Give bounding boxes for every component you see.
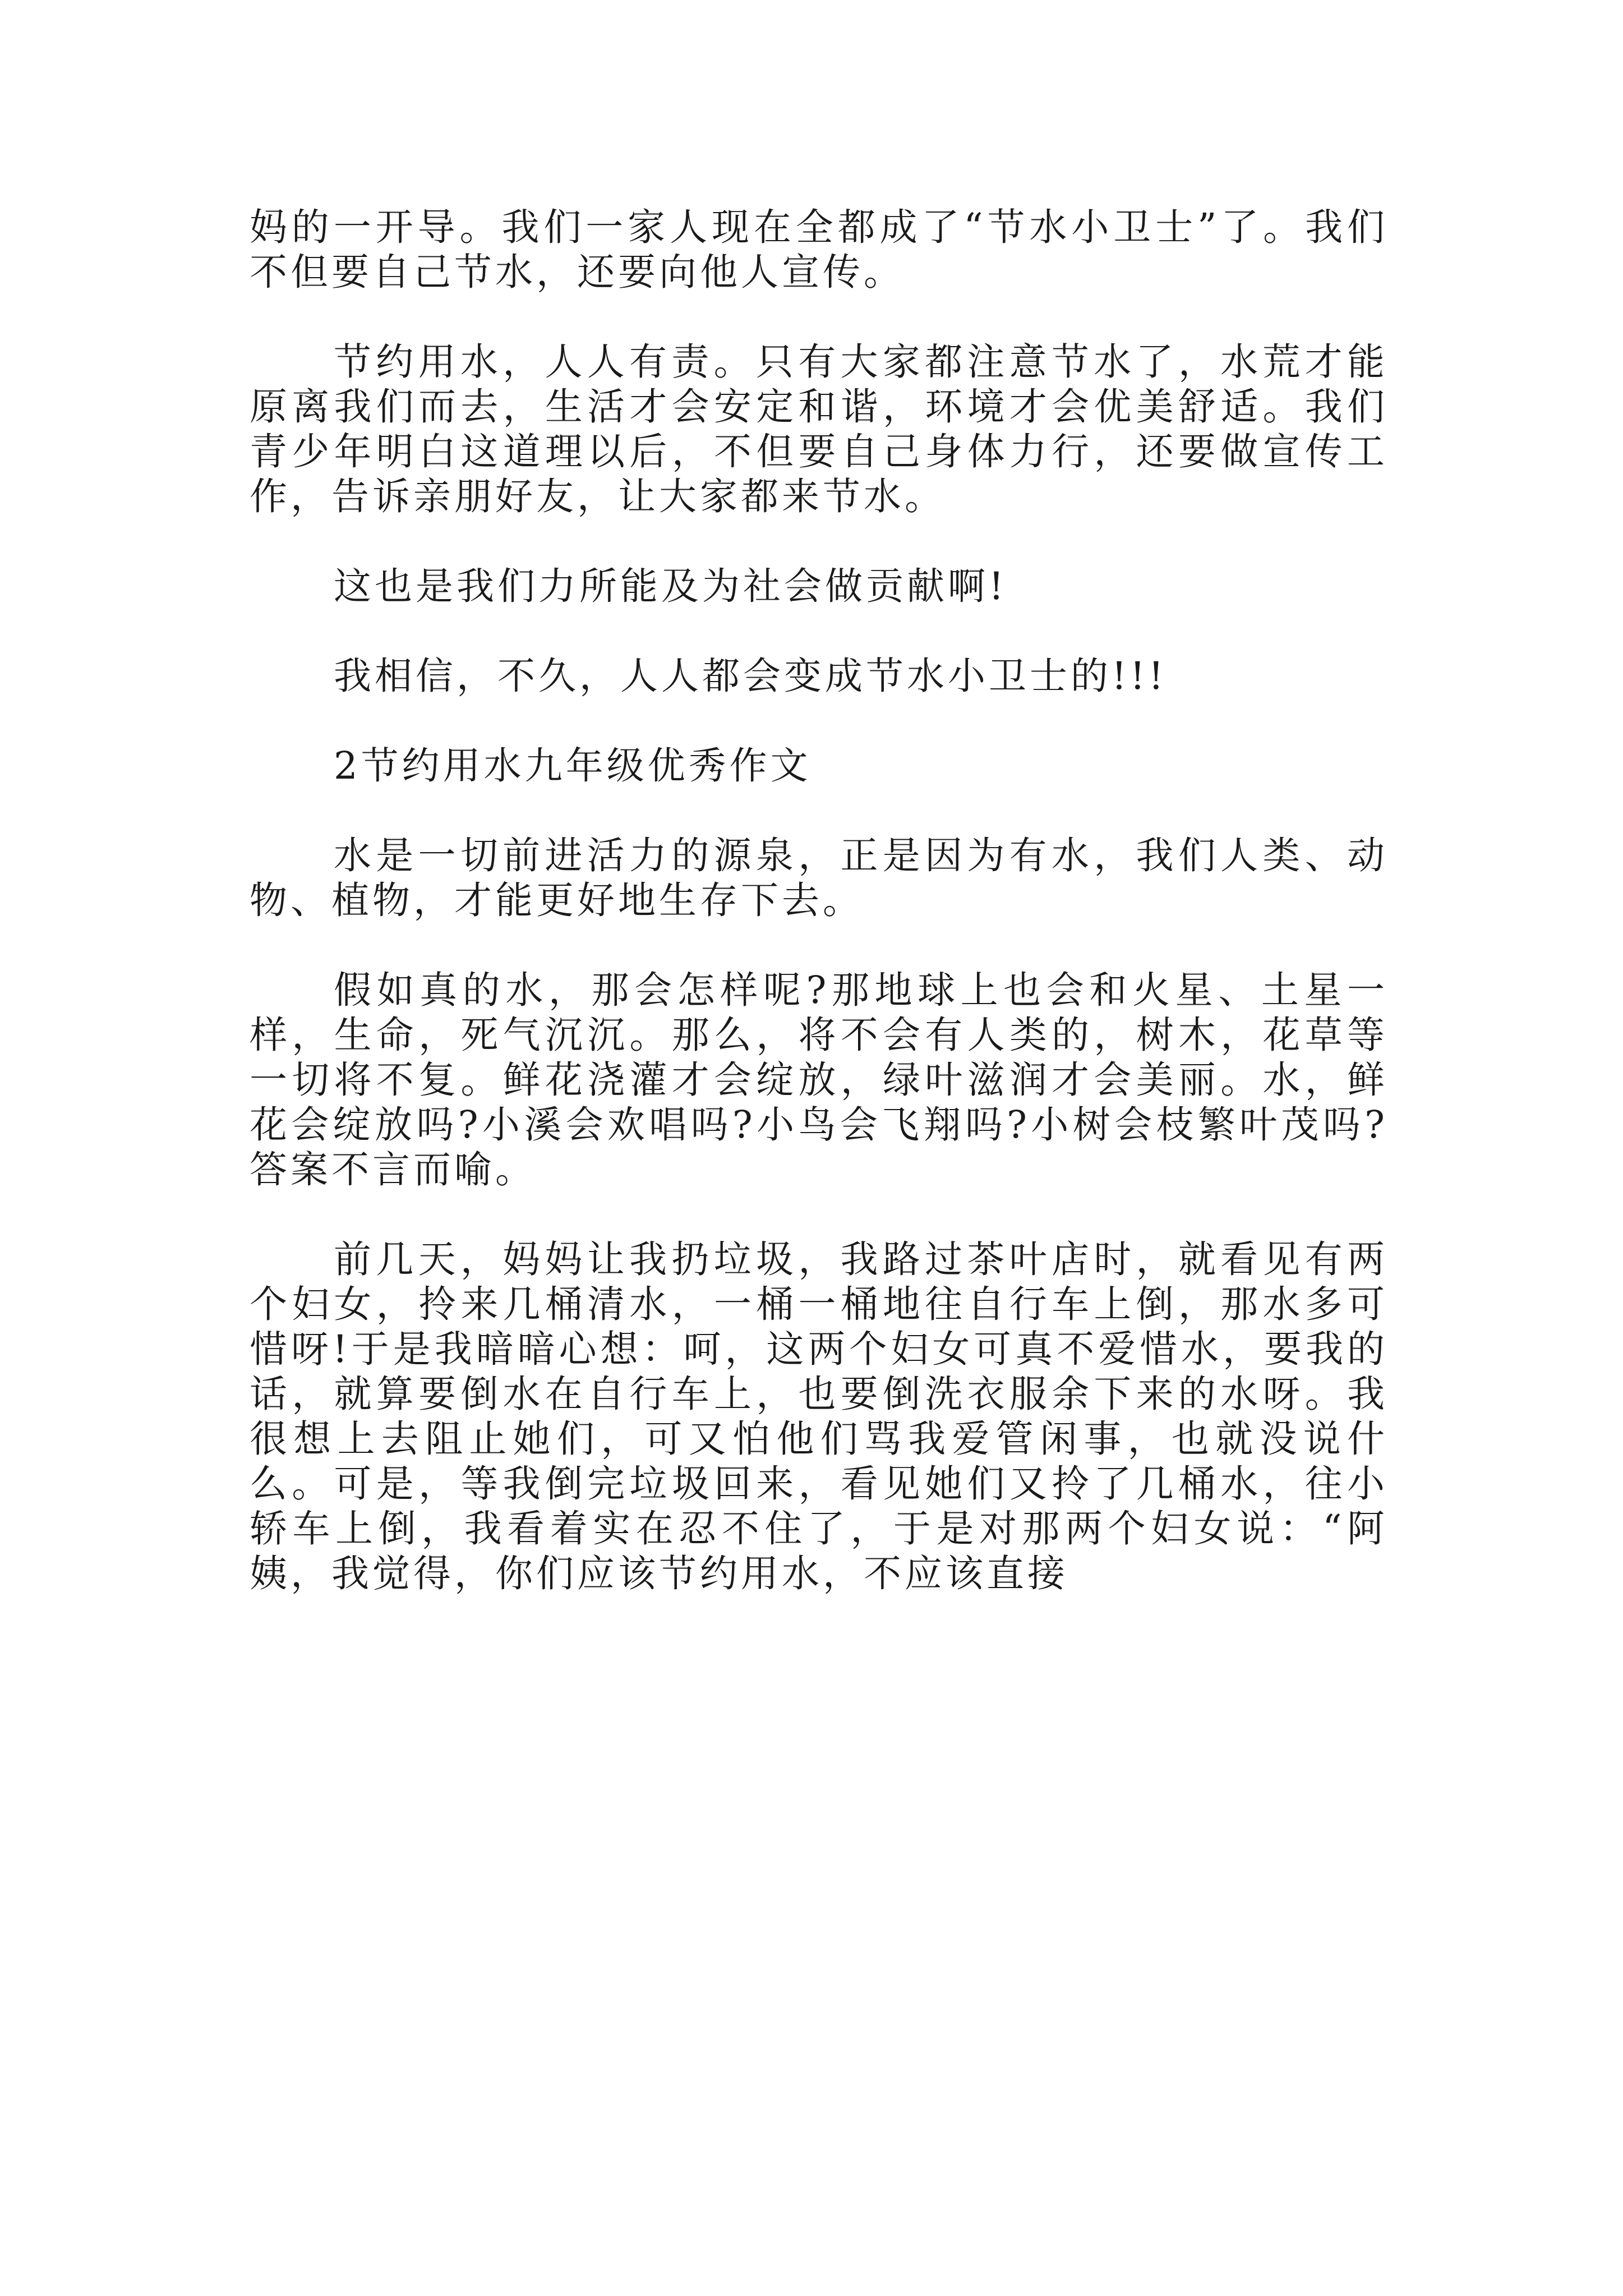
paragraph-7: 前几天，妈妈让我扔垃圾，我路过茶叶店时，就看见有两个妇女，拎来几桶清水，一桶一桶地往自行车上倒，那水多可惜呀!于是我暗暗心想：呵，这两个妇女可真不爱惜水，要我的话，就算要倒水在自行车上，也要倒洗衣服余下来的水呀。我很想上去阻止她们，可又怕他们骂我爱管闲事，也就没说什么。可是，等我倒完垃圾回来，看见她们又拎了几桶水，往小轿车上倒，我看着实在忍不住了，于是对那两个妇女说：“阿姨，我觉得，你们应该节约用水，不应该直接 <box>250 1237 1389 1595</box>
paragraph-3: 这也是我们力所能及为社会做贡献啊! <box>334 564 1007 608</box>
paragraph-1: 妈的一开导。我们一家人现在全都成了“节水小卫士”了。我们不但要自己节水，还要向他人宣传。 <box>250 205 1388 294</box>
paragraph-5: 水是一切前进活力的源泉，正是因为有水，我们人类、动物、植物，才能更好地生存下去。 <box>250 834 1388 922</box>
paragraph-4: 我相信，不久，人人都会变成节水小卫士的!!! <box>334 654 1167 698</box>
document-body <box>250 205 1388 1641</box>
paragraph-6: 假如真的水，那会怎样呢?那地球上也会和火星、土星一样，生命，死气沉沉。那么，将不会有人类的，树木，花草等一切将不复。鲜花浇灌才会绽放，绿叶滋润才会美丽。水，鲜花会绽放吗?小溪会欢唱吗?小鸟会飞翔吗?小树会枝繁叶茂吗?答案不言而喻。 <box>250 968 1388 1191</box>
paragraph-2: 节约用水，人人有责。只有大家都注意节水了，水荒才能原离我们而去，生活才会安定和谐，环境才会优美舒适。我们青少年明白这道理以后，不但要自己身体力行，还要做宣传工作，告诉亲朋好友，让大家都来节水。 <box>250 340 1388 518</box>
section-heading: 2节约用水九年级优秀作文 <box>334 744 811 788</box>
